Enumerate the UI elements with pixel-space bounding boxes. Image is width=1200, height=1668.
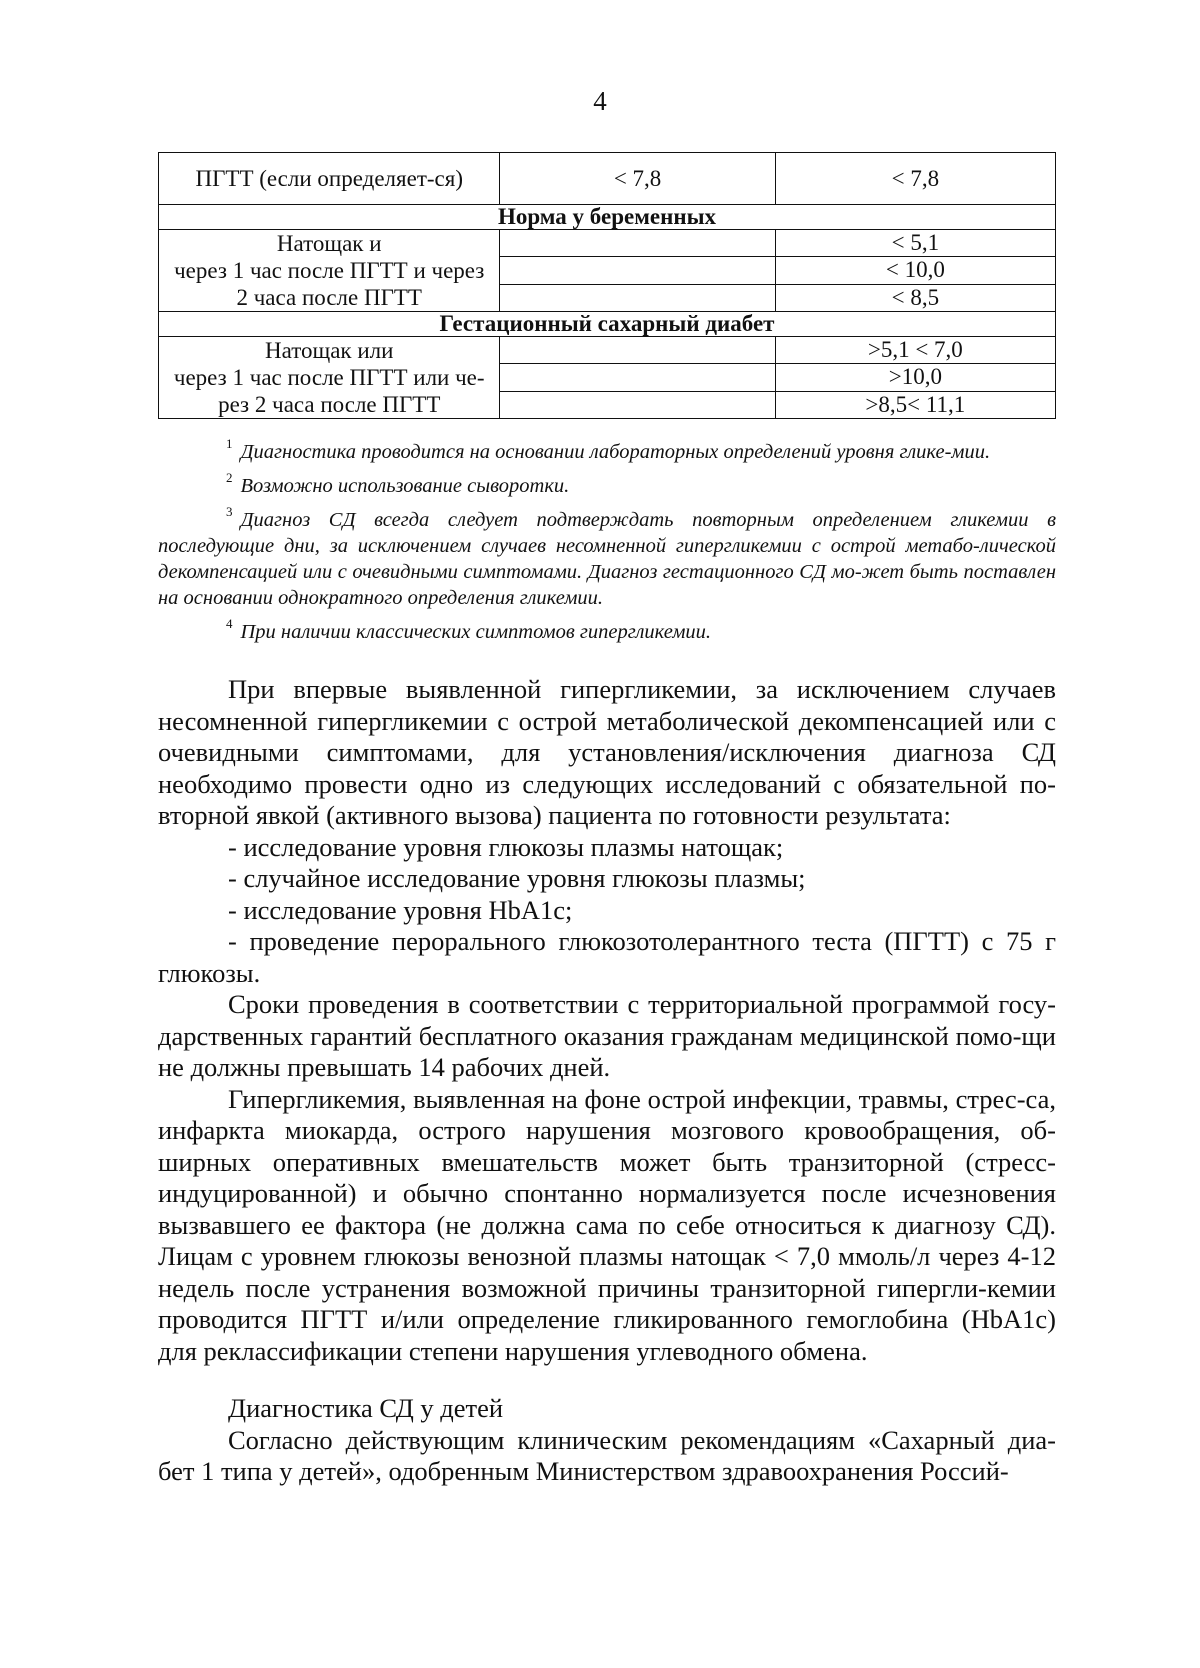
table-cell-label: ПГТТ (если определяет-ся): [159, 153, 500, 205]
footnote-number: 4: [226, 616, 233, 631]
section-heading-gestational: Гестационный сахарный диабет: [159, 312, 1056, 337]
glycemia-criteria-table: [158, 152, 1056, 419]
footnote-number: 2: [226, 470, 233, 485]
table-cell-empty: [500, 284, 775, 311]
body-text: [158, 674, 1056, 1488]
footnote: [158, 499, 1056, 611]
table-cell-value: < 5,1: [775, 230, 1055, 257]
table-cell-label: [159, 337, 500, 419]
table-cell-empty: [500, 364, 775, 391]
list-item: - исследование уровня глюкозы плазмы натощак;: [228, 831, 784, 862]
section-heading: Диагностика СД у детей: [228, 1393, 504, 1423]
label-line: рез 2 часа после ПГТТ: [218, 392, 441, 417]
table-cell-empty: [500, 230, 775, 257]
table-cell-label: [159, 230, 500, 312]
footnote-number: 1: [226, 436, 233, 451]
footnote-number: 3: [226, 504, 233, 519]
footnote: [158, 465, 1056, 499]
footnote-text: Диагностика проводится на основании лабораторных определений уровня глике-мии.: [240, 441, 991, 463]
table-cell-value: >8,5< 11,1: [775, 391, 1055, 418]
table-cell-value: < 7,8: [775, 153, 1055, 205]
footnote: [158, 611, 1056, 645]
table-cell-empty: [500, 337, 775, 364]
footnotes: [158, 431, 1056, 645]
list-item: - случайное исследование уровня глюкозы плазмы;: [228, 863, 806, 893]
paragraph: При впервые выявленной гипергликемии, за исключением случаев несомненной гипергликемии с острой метаболической декомпенсацией или с очевидными симптомами, для установления/исключения диагноза СД необходимо провести одно из следующих исследований с обязательной по-вторной явкой (активного вызова) пациента по готовности результата:: [158, 674, 1056, 830]
table-cell-value: >10,0: [775, 364, 1055, 391]
list-item: - исследование уровня HbA1c;: [228, 894, 573, 925]
list-item: - проведение перорального глюкозотолерантного теста (ПГТТ) с 75 г глюкозы.: [158, 926, 1056, 988]
table-cell-value: < 10,0: [775, 257, 1055, 284]
paragraph: Согласно действующим клиническим рекомендациям «Сахарный диа-бет 1 типа у детей», одобренным Министерством здравоохранения Россий-: [158, 1424, 1056, 1486]
label-line: через 1 час после ПГТТ или че-: [173, 365, 485, 390]
table-cell-value: < 7,8: [500, 153, 775, 205]
table-cell-value: >5,1 < 7,0: [775, 337, 1055, 364]
table-section-row: [159, 205, 1056, 230]
table-cell-empty: [500, 257, 775, 284]
table-row: [159, 230, 1056, 257]
footnote: [158, 431, 1056, 465]
table-cell-empty: [500, 391, 775, 418]
paragraph: Гипергликемия, выявленная на фоне острой инфекции, травмы, стрес-са, инфаркта миокарда, острого нарушения мозгового кровообращения, об-ширных оперативных вмешательств может быть транзиторной (стресс-индуцированной) и обычно спонтанно нормализуется после исчезновения вызвавшего ее фактора (не должна сама по себе относиться к диагнозу СД). Лицам с уровнем глюкозы венозной плазмы натощак < 7,0 ммоль/л через 4-12 недель после устранения возможной причины транзиторной гипергли-кемии проводится ПГТТ и/или определение гликированного гемоглобина (HbA1c) для реклассификации степени нарушения углеводного обмена.: [158, 1083, 1056, 1366]
paragraph: Сроки проведения в соответствии с территориальной программой госу-дарственных гарантий бесплатного оказания гражданам медицинской помо-щи не должны превышать 14 рабочих дней.: [158, 989, 1056, 1082]
table-cell-value: < 8,5: [775, 284, 1055, 311]
table-section-row: [159, 312, 1056, 337]
section-heading-pregnant: Норма у беременных: [159, 205, 1056, 230]
label-line: через 1 час после ПГТТ и через: [174, 258, 485, 283]
footnote-text: При наличии классических симптомов гипергликемии.: [240, 621, 712, 643]
table-row: [159, 337, 1056, 364]
footnote-text: Возможно использование сыворотки.: [240, 475, 570, 497]
footnote-text: Диагноз СД всегда следует подтверждать повторным определением гликемии в последующие дни, за исключением случаев несомненной гипергликемии с острой метабо-лической декомпенсацией или с очевидными симптомами. Диагноз гестационного СД мо-жет быть поставлен на основании однократного определения гликемии.: [158, 509, 1056, 609]
label-line: 2 часа после ПГТТ: [236, 285, 422, 310]
label-line: Натощак или: [265, 338, 394, 363]
table-row: [159, 153, 1056, 205]
label-line: Натощак и: [276, 231, 382, 256]
page-number: 4: [593, 86, 607, 116]
